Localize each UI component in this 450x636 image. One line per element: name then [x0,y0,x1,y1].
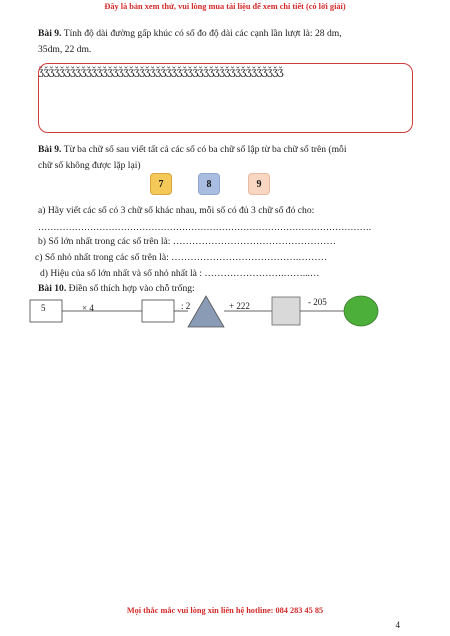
preview-banner: Đây là bản xem thử, vui lòng mua tài liệu để xem chi tiết (có lời giải) [104,2,346,11]
operation-subtract-205: - 205 [308,297,327,307]
question-b: b) Số lớn nhất trong các số trên là: …………………………………………… [38,236,336,247]
digit-tile-8: 8 [198,173,220,195]
exercise-digits-line2: chữ số không được lặp lại) [38,160,141,171]
exercise-10-instruction: Điền số thích hợp vào chỗ trống: [68,283,195,294]
answer-triangle [188,296,224,327]
exercise-9-label: Bài 9. [38,28,62,39]
digit-tile-7: 7 [150,173,172,195]
digit-tile-9: 9 [248,173,270,195]
page-number: 4 [395,620,400,630]
question-a-answer-line[interactable]: ………………………………………………………………………………………………. [38,222,372,232]
answer-square [272,297,300,325]
answer-box-2 [142,300,174,322]
start-value: 5 [41,303,46,313]
question-a: a) Hãy viết các số có 3 chữ số khác nhau, mỗi số có đủ 3 chữ số đó cho: [38,205,315,216]
handwriting-guide-lines: ǯǯǯǯǯǯǯǯǯǯǯǯǯǯǯǯǯǯǯǯǯǯǯǯǯǯǯǯǯǯǯǯǯǯǯǯǯǯǯǯǯǯǯǯǯǯ [38,66,284,78]
operation-divide-2: : 2 [181,301,191,311]
exercise-digits-label: Bài 9. [38,144,62,155]
exercise-10-label: Bài 10. [38,283,67,294]
operation-multiply-4: × 4 [82,303,94,313]
exercise-9-line1: Tính độ dài đường gấp khúc có số đo độ dài các cạnh lần lượt là: 28 dm, [63,28,342,39]
operation-add-222: + 222 [229,301,250,311]
question-c: c) Số nhỏ nhất trong các số trên là: ………………………………….……… [35,252,328,263]
exercise-digits-line1: Từ ba chữ số sau viết tất cả các số có ba chữ số lập từ ba chữ số trên (mỗi [63,144,347,155]
hotline-footer: Mọi thắc mắc vui lòng xin liên hệ hotline: 084 283 45 85 [126,606,324,615]
start-box [30,300,62,322]
exercise-9-line2: 35dm, 22 dm. [38,44,92,55]
question-d: d) Hiệu của số lớn nhất và số nhỏ nhất là : …………………….……...… [40,268,320,279]
answer-circle [344,296,378,326]
